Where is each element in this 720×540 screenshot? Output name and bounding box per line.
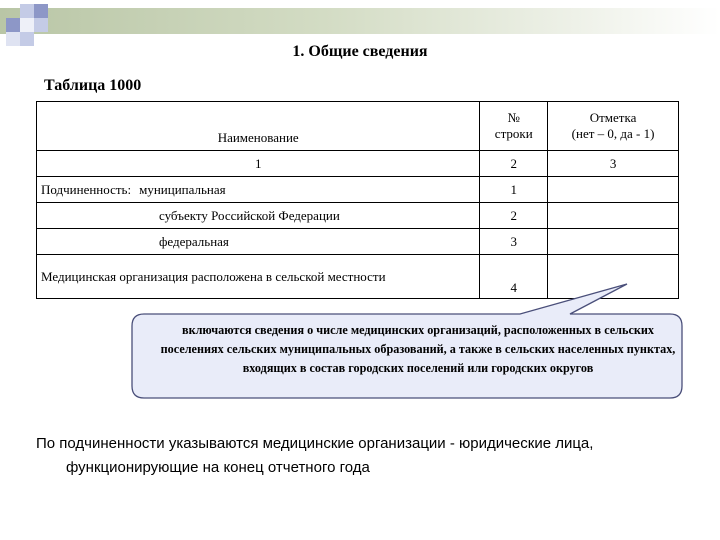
callout-text: включаются сведения о числе медицинских организаций, расположенных в сельских поселениях сельских муниципальных образований, а также в сельских населенных пунктах, входящих в состав городских поселений или городских округов — [160, 323, 676, 375]
table-row — [37, 177, 679, 203]
header-name: Наименование — [37, 102, 480, 151]
row-label: Медицинская организация расположена в сельской местности — [37, 255, 480, 299]
row-label: субъекту Российской Федерации — [37, 203, 480, 229]
form-table — [36, 101, 679, 299]
row-label-prefix: Подчиненность: — [41, 181, 132, 197]
numbering-cell-3: 3 — [548, 151, 679, 177]
row-label — [37, 177, 480, 203]
row-mark-input[interactable] — [548, 177, 679, 203]
callout-note — [130, 282, 690, 402]
row-mark-input[interactable] — [548, 229, 679, 255]
row-number: 3 — [480, 229, 548, 255]
header-mark-line2: (нет – 0, да - 1) — [571, 126, 655, 141]
row-label-text: муниципальная — [139, 181, 226, 197]
table-title: Таблица 1000 — [44, 77, 142, 94]
page-title: 1. Общие сведения — [292, 43, 428, 60]
header-mark — [548, 102, 679, 151]
header-row-number — [480, 102, 548, 151]
row-label: федеральная — [37, 229, 480, 255]
row-number: 1 — [480, 177, 548, 203]
header-decor-bar — [0, 8, 720, 34]
header-mark-line1: Отметка — [589, 110, 637, 125]
footnote-line2: функционирующие на конец отчетного года — [66, 459, 370, 476]
row-number: 4 — [480, 255, 548, 299]
numbering-cell-1: 1 — [37, 151, 480, 177]
footnote — [36, 432, 686, 480]
numbering-cell-2: 2 — [480, 151, 548, 177]
row-mark-input[interactable] — [548, 203, 679, 229]
table-row — [37, 203, 679, 229]
numbering-row — [37, 151, 679, 177]
row-number: 2 — [480, 203, 548, 229]
footnote-line1: По подчиненности указываются медицинские организации - юридические лица, — [36, 435, 594, 452]
header-row-number-line2: строки — [494, 126, 533, 141]
table-row — [37, 229, 679, 255]
table-header-row — [37, 102, 679, 151]
header-row-number-line1: № — [507, 110, 520, 125]
